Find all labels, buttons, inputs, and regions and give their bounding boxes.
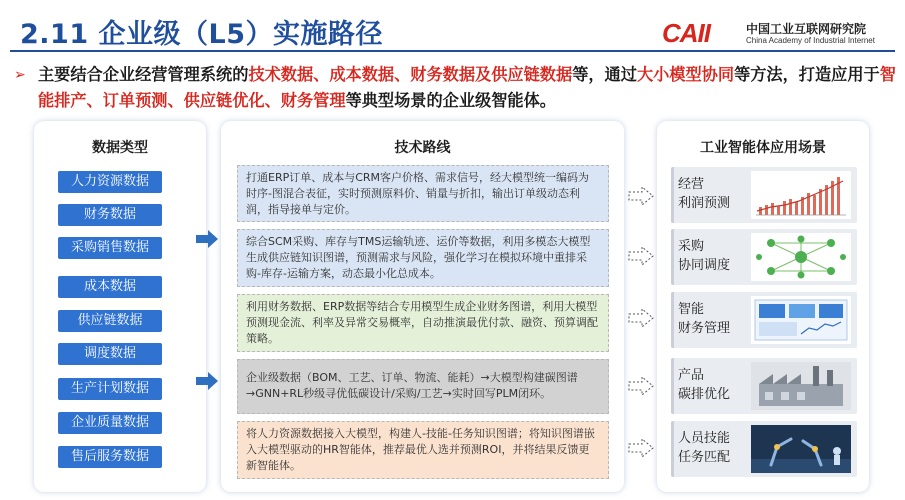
scenario-label: 采购 协同调度 bbox=[678, 239, 731, 273]
scenario-card bbox=[671, 292, 857, 348]
data-type-tag: 财务数据 bbox=[58, 204, 162, 226]
scenario-card bbox=[671, 358, 857, 414]
intro-text-2: 等，通过 bbox=[572, 65, 637, 84]
intro-text-3: 等方法，打造应用于 bbox=[734, 65, 880, 84]
tech-route-card: 将人力资源数据接入大模型，构建人-技能-任务知识图谱；将知识图谱嵌入大模型驱动的HR智能体，推荐最优人选并预测ROI，并将结果反馈更新智能体。 bbox=[237, 421, 609, 479]
institution-logo bbox=[662, 16, 900, 50]
page-title: 2.11 企业级（L5）实施路径 bbox=[20, 19, 384, 50]
title-divider bbox=[10, 50, 895, 52]
data-type-tag: 人力资源数据 bbox=[58, 171, 162, 193]
scenario-label: 智能 财务管理 bbox=[678, 302, 731, 336]
tech-route-card: 利用财务数据、ERP数据等结合专用模型生成企业财务图谱，利用大模型预测现金流、利率及异常交易概率，自动推演最优付款、融资、预算调配策略。 bbox=[237, 294, 609, 352]
tech-route-card: 打通ERP订单、成本与CRM客户价格、需求信号，经大模型统一编码为时序-图混合表征，实时预测原料价、销量与折扣，输出订单级动态利润，指导接单与定价。 bbox=[237, 165, 609, 222]
data-type-tag: 成本数据 bbox=[58, 276, 162, 298]
data-type-tag: 采购销售数据 bbox=[58, 237, 162, 259]
intro-text-4: 等典型场景的企业级智能体。 bbox=[345, 91, 556, 110]
data-type-tag: 企业质量数据 bbox=[58, 412, 162, 434]
dashboard-icon bbox=[751, 296, 851, 344]
bullet-arrow-icon: ➢ bbox=[14, 67, 26, 83]
dashed-arrow-icon bbox=[628, 308, 654, 328]
tech-route-panel bbox=[221, 121, 624, 492]
scenario-card bbox=[671, 229, 857, 285]
scenario-card bbox=[671, 421, 857, 477]
tech-route-title: 技术路线 bbox=[394, 140, 451, 156]
data-type-tag: 供应链数据 bbox=[58, 310, 162, 332]
intro-highlight-1: 技术数据、成本数据、财务数据及供应链数据 bbox=[248, 65, 573, 84]
scenario-panel bbox=[657, 121, 869, 492]
tech-route-card: 综合SCM采购、库存与TMS运输轨迹、运价等数据，利用多模态大模型生成供应链知识图谱，预测需求与风险，强化学习在模拟环境中重排采购-库存-运输方案，动态最小化总成本。 bbox=[237, 229, 609, 287]
factory-icon bbox=[751, 362, 851, 410]
scenario-label: 产品 碳排优化 bbox=[678, 368, 731, 402]
scenario-label: 人员技能 任务匹配 bbox=[678, 431, 731, 465]
bar-chart-icon bbox=[751, 171, 851, 219]
intro-paragraph bbox=[14, 62, 898, 114]
robot-arm-icon bbox=[751, 425, 851, 473]
data-types-panel bbox=[34, 121, 206, 492]
logo-chinese-name: 中国工业互联网研究院 bbox=[746, 22, 867, 36]
dashed-arrow-icon bbox=[628, 246, 654, 266]
logo-english-name: China Academy of Industrial Internet bbox=[746, 36, 875, 45]
scenario-title: 工业智能体应用场景 bbox=[700, 140, 826, 156]
scenario-label: 经营 利润预测 bbox=[678, 177, 731, 211]
flow-arrow-icon bbox=[196, 230, 218, 248]
data-types-title: 数据类型 bbox=[92, 140, 148, 156]
dashed-arrow-icon bbox=[628, 186, 654, 206]
data-type-tag: 调度数据 bbox=[58, 343, 162, 365]
intro-highlight-3: 智能排产、订单预测、供应链优化、财务管理 bbox=[38, 65, 896, 110]
dashed-arrow-icon bbox=[628, 376, 654, 396]
intro-text-1: 主要结合企业经营管理系统的 bbox=[38, 65, 249, 84]
tech-route-card: 企业级数据（BOM、工艺、订单、物流、能耗）→大模型构建碳图谱→GNN+RL秒级寻优低碳设计/采购/工艺→实时回写PLM闭环。 bbox=[237, 359, 609, 414]
data-type-tag: 生产计划数据 bbox=[58, 378, 162, 400]
scenario-card bbox=[671, 167, 857, 223]
network-icon bbox=[751, 233, 851, 281]
data-type-tag: 售后服务数据 bbox=[58, 446, 162, 468]
intro-highlight-2: 大小模型协同 bbox=[636, 65, 735, 84]
dashed-arrow-icon bbox=[628, 438, 654, 458]
logo-mark: CAII bbox=[662, 18, 710, 48]
flow-arrow-icon bbox=[196, 372, 218, 390]
